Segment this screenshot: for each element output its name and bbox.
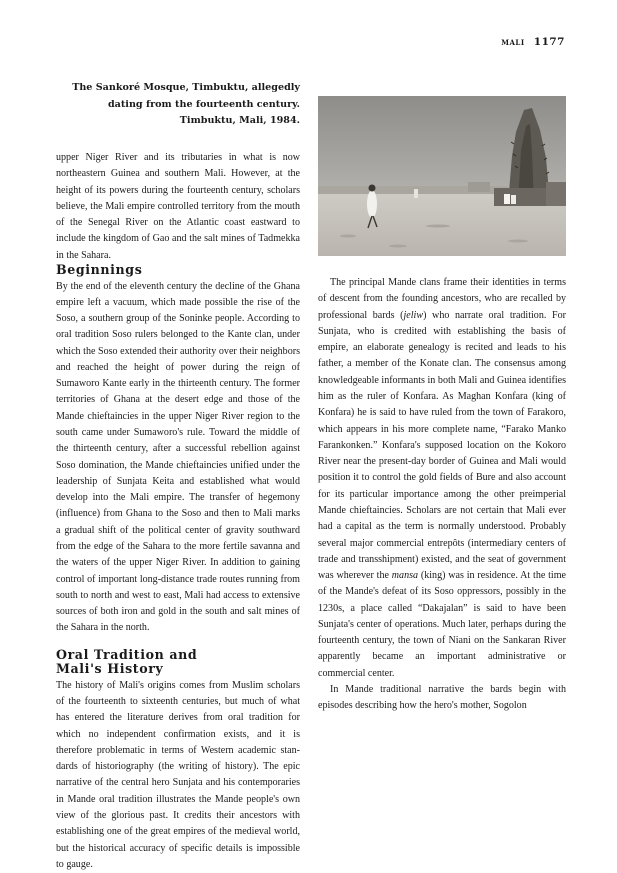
page-number: 1177 [533, 36, 565, 48]
heading-oral-tradition-line2: Mali's History [56, 661, 164, 677]
photo-caption: The Sankoré Mosque, Timbuktu, allegedly dating from the fourteenth century. Timbuktu, Mali, 1984. [72, 82, 300, 126]
heading-oral-tradition-line1: Oral Tradition and [56, 646, 198, 662]
term-mansa: mansa [391, 570, 419, 582]
clans-text-c: (king) was in residence. At the time of the Mande's defeat of its Soso oppressors, possibly in the 1230s, a place called “Dakajalan” is said to have been Sunjata's center of operations. Much later, perhaps during the fourteenth century, the town of Niani on the Sankaran River apparently became an important administrative or commercial center. [318, 570, 566, 679]
heading-beginnings: Beginnings [56, 262, 143, 277]
beginnings-paragraph: By the end of the eleventh century the decline of the Ghana empire left a vacuum, which made possible the rise of the Soso, a southern group of the Soninke people. According to oral tradition Soso rulers belonged to the Kante clan, under which the Soso extended their authority over their neighbors and reached the height of power during the reign of Sumaworo Kante early in the thirteenth century. The former territories of Ghana at the desert edge and those of the Mande chieftaincies in the upper Niger River region to the south came under Sumaworo's rule. Toward the middle of the thirteenth century, after a successful rebellion against Soso domination, the Mande chieftaincies unified under the leadership of Sunjata Keita and established what would develop into the Mali empire. The transfer of hegemony (influence) from Ghana to the Soso and then to Mali marks a gradual shift of the political center of gravity southward from the edge of the Sahara to the more fertile savanna and the waters of the upper Niger River. In addition to gaining control of important long-distance trade routes running from south to north and west to east, Mali had access to extensive sources of both iron and gold in the south and salt mines of the Sahara in the north. [56, 280, 300, 634]
intro-column [56, 150, 300, 264]
running-head [501, 36, 565, 48]
right-column [318, 275, 566, 715]
left-column [56, 263, 300, 873]
mosque-photo-illustration [318, 96, 566, 256]
narrative-paragraph: In Mande traditional narrative the bards begin with episodes describing how the hero's mother, Sogolon [318, 684, 566, 712]
mosque-photo [318, 96, 566, 256]
running-head-section: mali [501, 36, 525, 48]
clans-paragraph [318, 275, 566, 682]
term-jeliw: jeliw [403, 309, 424, 321]
oral-tradition-paragraph: The history of Mali's origins comes from Muslim scholars of the fourteenth to sixteenth centuries, but much of what has entered the literature derives from oral tradition for which no independent confirmation exists, and it is therefore problematic in terms of Western academic standards of historiography (the writing of history). The epic narrative of the central hero Sunjata and his contemporaries in Mande oral tradition illustrates the Mande people's own view of the glorious past. It credits their ancestors with establishing one of the great empires of the medieval world, but the historical accuracy of specific details is impossible to gauge. [56, 679, 300, 870]
heading-oral-tradition [56, 648, 300, 677]
clans-text-a: The principal Mande clans frame their identities in terms of descent from the founding ancestors, who are recalled by professional bards ( [318, 277, 566, 321]
clans-text-b: ) who narrate oral tradition. For Sunjata, who is credited with establishing the basis of empire, an elaborate genealogy is recited and leads to his father, a member of the Konate clan. The consensus among knowledgeable informants in both Mali and Guinea identifies him as the ruler of Konfara. As Maghan Konfara (king of Konfara) he is said to have ruled from the town of Farakoro, which appears in his more complete name, “Farako Manko Farankonken.” Konfara's supposed location on the Kokoro River near the present-day border of Guinea and Mali would position it to control the gold fields of Bure and also account for its particular importance among the other preimperial Mande chieftaincies. Scholars are not certain that Mali ever had a capital as the term is normally understood. Probably several major commercial entrepôts (intermediary centers of trade and transshipment) existed, and the seat of government was wherever the [318, 309, 566, 582]
intro-paragraph: upper Niger River and its tributaries in what is now northeastern Guinea and southern Mali. However, at the height of its powers during the fourteenth century, scholars believe, the Mali empire controlled territory from the mouth of the Senegal River on the Atlantic coast eastward to include the kingdom of Gao and the salt mines of Tadmekka in the Sahara. [56, 152, 300, 261]
